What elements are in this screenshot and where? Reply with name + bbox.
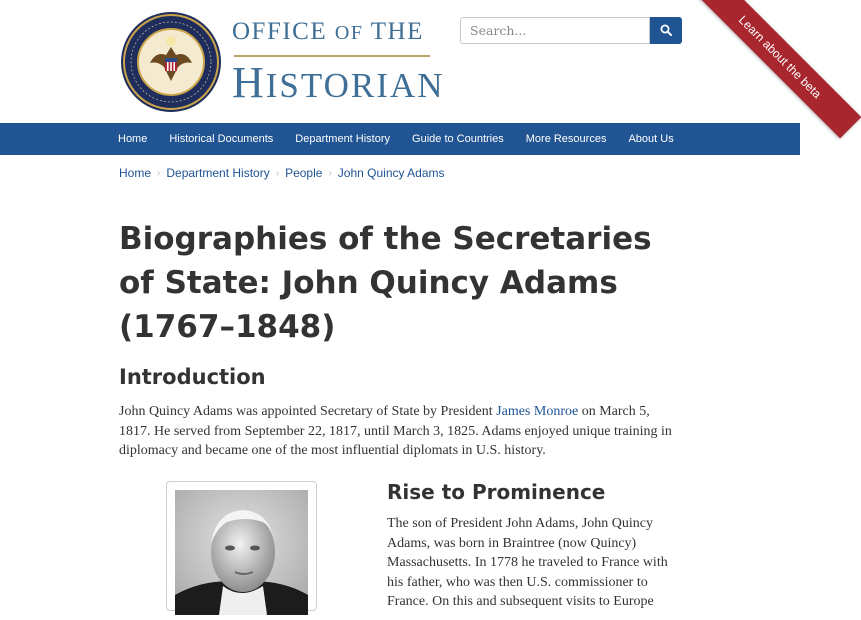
logo-title-line1[interactable]	[232, 18, 424, 46]
logo-title-line2[interactable]	[232, 57, 444, 108]
logo-initial-h: H	[232, 58, 266, 107]
nav-item-historical-documents[interactable]: Historical Documents	[169, 133, 274, 145]
search-icon	[660, 24, 672, 36]
nav-item-home[interactable]: Home	[118, 133, 148, 145]
logo-word-of: OF	[334, 22, 364, 44]
beta-ribbon-link[interactable]: Learn about the beta	[699, 0, 861, 138]
breadcrumb	[119, 166, 445, 180]
page-title: Biographies of the Secretaries of State: John Quincy Adams (1767–1848)	[119, 221, 652, 345]
introduction-paragraph	[119, 402, 679, 461]
breadcrumb-department-history[interactable]: Department History	[166, 166, 270, 180]
main-navigation	[0, 123, 800, 155]
portrait-image-icon	[175, 490, 308, 615]
introduction-heading: Introduction	[119, 365, 266, 389]
john-quincy-adams-portrait[interactable]	[175, 490, 308, 615]
james-monroe-link[interactable]: James Monroe	[496, 404, 579, 419]
logo-word-the: THE	[363, 18, 424, 45]
department-of-state-seal-icon[interactable]	[120, 11, 222, 113]
breadcrumb-separator-icon: ›	[275, 167, 280, 179]
breadcrumb-separator-icon: ›	[328, 167, 332, 179]
rise-to-prominence-paragraph: The son of President John Adams, John Quincy Adams, was born in Braintree (now Quincy) Massachusetts. In 1778 he traveled to France with his father, who was then U.S. commissioner to France. On this and subsequent visits to Europe	[387, 516, 668, 610]
intro-text-end: on March 5, 1817. He served from September 22, 1817, until March 3, 1825. Adams enjoyed unique training in diplomacy and became one of the most influential diplomats in U.S. history.	[119, 404, 672, 459]
logo-word-istorian: ISTORIAN	[265, 66, 445, 105]
nav-item-department-history[interactable]: Department History	[295, 133, 391, 145]
rise-to-prominence-heading: Rise to Prominence	[387, 480, 606, 504]
breadcrumb-separator-icon: ›	[157, 167, 161, 179]
breadcrumb-people[interactable]: People	[285, 166, 323, 180]
nav-item-about-us[interactable]: About Us	[628, 133, 674, 145]
site-header	[0, 0, 800, 123]
search-button[interactable]	[650, 17, 682, 44]
search-input[interactable]	[460, 17, 650, 44]
nav-item-more-resources[interactable]: More Resources	[525, 133, 607, 145]
breadcrumb-current-page[interactable]: John Quincy Adams	[337, 166, 445, 180]
nav-item-guide-to-countries[interactable]: Guide to Countries	[412, 133, 504, 145]
breadcrumb-home[interactable]: Home	[119, 166, 152, 180]
logo-word-office: OFFICE	[232, 18, 335, 45]
intro-text-start: John Quincy Adams was appointed Secretary of State by President	[119, 404, 497, 419]
portrait-frame	[166, 481, 317, 611]
